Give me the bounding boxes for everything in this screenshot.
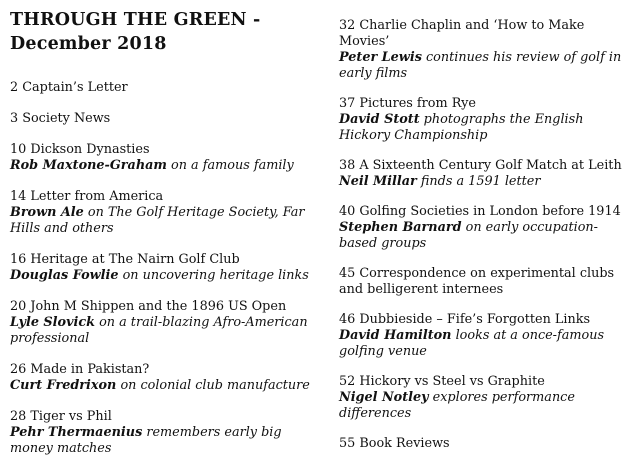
contents-entry xyxy=(339,436,635,452)
entry-author: Lyle Slovick xyxy=(10,315,96,330)
entry-description xyxy=(339,390,635,422)
left-column xyxy=(10,8,328,472)
contents-entry xyxy=(10,111,328,127)
contents-entry xyxy=(339,266,635,298)
entry-author: Nigel Notley xyxy=(339,390,429,405)
entry-description xyxy=(339,220,635,252)
contents-entry xyxy=(339,204,635,252)
entry-description xyxy=(10,315,328,347)
entry-heading: 28 Tiger vs Phil xyxy=(10,409,112,424)
contents-entry xyxy=(339,158,635,190)
entry-description xyxy=(339,112,635,144)
contents-entry xyxy=(339,96,635,144)
entry-text: on The Golf Heritage Society, Far Hills and others xyxy=(10,205,305,236)
entry-heading: 26 Made in Pakistan? xyxy=(10,362,150,377)
contents-entry xyxy=(10,252,328,284)
entry-description xyxy=(339,174,635,190)
entry-heading: 3 Society News xyxy=(10,111,111,126)
entry-text: on a famous family xyxy=(166,158,294,173)
contents-entry xyxy=(10,142,328,174)
contents-entry xyxy=(339,374,635,422)
entry-author: David Stott xyxy=(339,112,420,127)
entry-text: on colonial club manufacture xyxy=(116,378,310,393)
entry-heading: 20 John M Shippen and the 1896 US Open xyxy=(10,299,287,314)
entry-author: Rob Maxtone-Graham xyxy=(10,158,167,173)
entry-heading: 52 Hickory vs Steel vs Graphite xyxy=(339,374,545,389)
entry-description xyxy=(339,50,635,82)
contents-entry xyxy=(10,409,328,457)
entry-author: Neil Millar xyxy=(339,174,417,189)
title-line-2: December 2018 xyxy=(10,34,167,54)
contents-entry xyxy=(10,362,328,394)
entry-heading: 14 Letter from America xyxy=(10,189,164,204)
left-entries xyxy=(10,80,328,457)
entry-author: Douglas Fowlie xyxy=(10,268,119,283)
contents-entry xyxy=(10,80,328,96)
entry-text: continues his review of golf in early films xyxy=(339,50,622,81)
entry-heading: 32 Charlie Chaplin and ‘How to Make Movies’ xyxy=(339,18,585,49)
entry-author: Curt Fredrixon xyxy=(10,378,117,393)
entry-author: Pehr Thermaenius xyxy=(10,425,143,440)
entry-author: Brown Ale xyxy=(10,205,84,220)
entry-author: Stephen Barnard xyxy=(339,220,462,235)
title-line-1: THROUGH THE GREEN - xyxy=(10,10,261,30)
entry-heading: 37 Pictures from Rye xyxy=(339,96,476,111)
contents-entry xyxy=(339,18,635,82)
right-column xyxy=(339,18,635,466)
page-title xyxy=(10,8,328,56)
entry-author: David Hamilton xyxy=(339,328,452,343)
entry-heading: 40 Golfing Societies in London before 1914 xyxy=(339,204,621,219)
entry-heading: 38 A Sixteenth Century Golf Match at Leith xyxy=(339,158,622,173)
contents-entry xyxy=(10,299,328,347)
contents-entry xyxy=(10,189,328,237)
entry-text: remembers early big money matches xyxy=(10,425,282,456)
entry-description xyxy=(10,378,328,394)
entry-description xyxy=(10,205,328,237)
entry-text: on early occupation-based groups xyxy=(339,220,598,251)
entry-description xyxy=(10,425,328,457)
entry-text: explores performance differences xyxy=(339,390,575,421)
entry-text: finds a 1591 letter xyxy=(416,174,541,189)
entry-heading: 2 Captain’s Letter xyxy=(10,80,128,95)
entry-heading: 16 Heritage at The Nairn Golf Club xyxy=(10,252,240,267)
entry-text: looks at a once-famous golfing venue xyxy=(339,328,605,359)
contents-entry xyxy=(339,312,635,360)
entry-description xyxy=(10,268,328,284)
entry-text: on uncovering heritage links xyxy=(118,268,309,283)
entry-text: on a trail-blazing Afro-American professional xyxy=(10,315,308,346)
entry-author: Peter Lewis xyxy=(339,50,422,65)
entry-heading: 46 Dubbieside – Fife’s Forgotten Links xyxy=(339,312,591,327)
entry-text: photographs the English Hickory Championship xyxy=(339,112,584,143)
entry-heading: 10 Dickson Dynasties xyxy=(10,142,150,157)
entry-description xyxy=(10,158,328,174)
entry-heading: 45 Correspondence on experimental clubs and belligerent internees xyxy=(339,266,615,297)
entry-description xyxy=(339,328,635,360)
entry-heading: 55 Book Reviews xyxy=(339,436,450,451)
